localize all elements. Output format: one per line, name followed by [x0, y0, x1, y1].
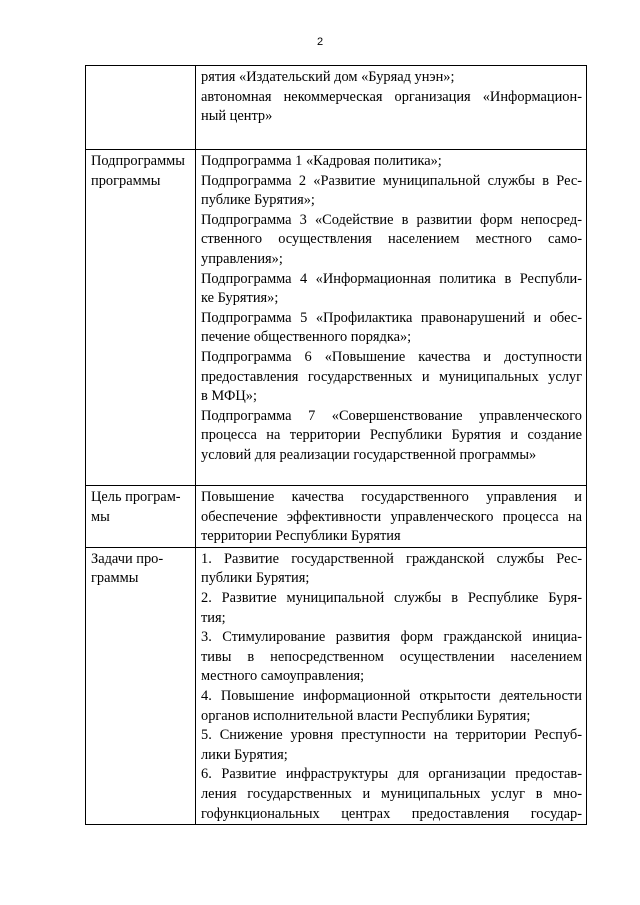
- row-content-line: территории Республики Бурятия: [201, 528, 401, 545]
- row-content-line: управления»;: [201, 250, 283, 267]
- row-content-line: рятия «Издательский дом «Буряад унэн»;: [201, 69, 455, 85]
- row-content-line: Повышение качества государственного управления и: [201, 489, 582, 505]
- row-label-line: Задачи про-: [91, 550, 164, 567]
- table-row: [86, 150, 587, 486]
- row-content-line: процесса на территории Республики Бурятия и создание: [201, 427, 582, 444]
- row-content-line: ный центр»: [201, 108, 273, 125]
- row-label-line: программы: [91, 172, 161, 189]
- row-content-cell: [196, 486, 587, 548]
- row-label-line: мы: [91, 508, 110, 525]
- row-content-line: Подпрограмма 1 «Кадровая политика»;: [201, 153, 442, 169]
- row-content-line: 6. Развитие инфраструктуры для организации предостав-: [201, 766, 582, 783]
- row-content-line: Подпрограмма 4 «Информационная политика в Республи-: [201, 270, 582, 287]
- row-content-line: Подпрограмма 3 «Содействие в развитии форм непосред-: [201, 211, 582, 228]
- row-content-line: тия;: [201, 609, 226, 626]
- row-content-line: обеспечение эффективности управленческого процесса на: [201, 508, 582, 525]
- row-label-cell: [86, 150, 196, 486]
- row-content-line: местного самоуправления;: [201, 668, 365, 685]
- row-label-line: Цель програм-: [91, 489, 181, 505]
- row-label-cell: [86, 66, 196, 150]
- page-number: 2: [316, 36, 324, 48]
- row-content-line: публики Бурятия;: [201, 570, 310, 587]
- row-content-line: Подпрограмма 5 «Профилактика правонарушений и обес-: [201, 309, 582, 326]
- row-content-line: Подпрограмма 7 «Совершенствование управленческого: [201, 407, 582, 424]
- row-content-line: автономная некоммерческая организация «Информацион-: [201, 88, 582, 105]
- row-content-line: 3. Стимулирование развития форм гражданской инициа-: [201, 629, 582, 646]
- row-label-line: граммы: [91, 570, 139, 587]
- row-content-line: органов исполнительной власти Республики Бурятия;: [201, 707, 531, 724]
- row-content-line: тивы в непосредственном осуществлении населением: [201, 648, 582, 665]
- row-content-line: 4. Повышение информационной открытости деятельности: [201, 687, 582, 704]
- row-content-line: ке Бурятия»;: [201, 290, 279, 307]
- row-content-line: публике Бурятия»;: [201, 192, 315, 209]
- row-content-cell: [196, 150, 587, 486]
- row-content-line: печение общественного порядка»;: [201, 329, 412, 346]
- row-content-line: 5. Снижение уровня преступности на территории Респуб-: [201, 727, 582, 744]
- program-passport-table: [85, 65, 587, 825]
- row-content-cell: [196, 547, 587, 824]
- row-content-line: ления государственных и муниципальных услуг в мно-: [201, 785, 582, 802]
- row-label-line: Подпрограммы: [91, 153, 185, 169]
- row-content-cell: [196, 66, 587, 150]
- row-label-cell: [86, 486, 196, 548]
- row-content-line: в МФЦ»;: [201, 388, 257, 405]
- row-content-line: ственного осуществления населением местного само-: [201, 231, 582, 248]
- row-content-line: условий для реализации государственной программы»: [201, 446, 537, 463]
- row-label-cell: [86, 547, 196, 824]
- row-content-line: гофункциональных центрах предоставления государ-: [201, 805, 582, 822]
- row-content-line: предоставления государственных и муниципальных услуг: [201, 368, 582, 385]
- table-row: [86, 547, 587, 824]
- table-row: [86, 66, 587, 150]
- row-content-line: 2. Развитие муниципальной службы в Республике Буря-: [201, 589, 582, 606]
- row-content-line: Подпрограмма 2 «Развитие муниципальной службы в Рес-: [201, 172, 582, 189]
- table-row: [86, 486, 587, 548]
- row-content-line: 1. Развитие государственной гражданской службы Рес-: [201, 550, 582, 567]
- row-content-line: лики Бурятия;: [201, 746, 288, 763]
- row-content-line: Подпрограмма 6 «Повышение качества и доступности: [201, 348, 582, 365]
